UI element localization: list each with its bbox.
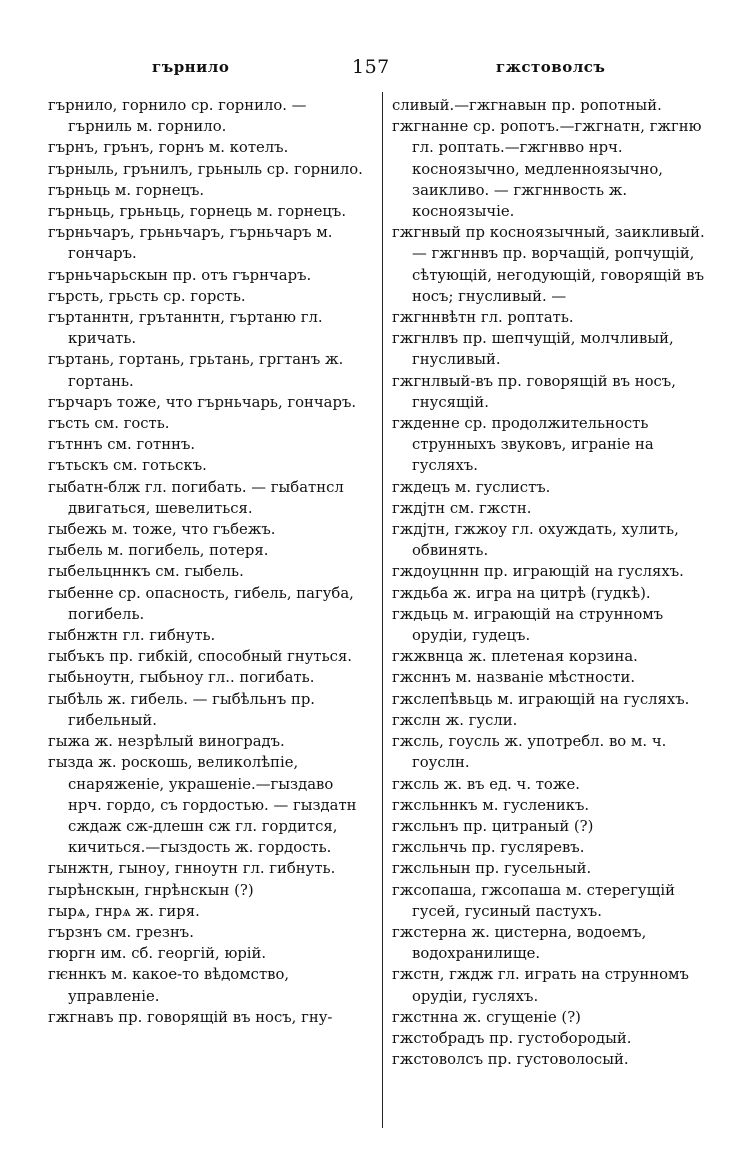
dictionary-entry: гюргн им. сб. георгій, юрій. — [48, 945, 267, 963]
dictionary-entry: гжгннвѣтн гл. роптать. — [392, 309, 574, 327]
dictionary-entry: гызда ж. роскошь, великолѣпіе, снаряженіе, украшеніе.—гыздаво нрч. гордо, съ гордостью. — гыздатн сждаж сж-длешн сж гл. гордится, кичиться.—гыздость ж. гордость. — [48, 754, 357, 857]
dictionary-entry: гждьць м. играющій на струнномъ орудіи, гудецъ. — [392, 605, 664, 645]
dictionary-entry: гждјтн, гжжоу гл. охуждать, хулить, обвинять. — [392, 521, 679, 560]
dictionary-entry: гырѧ, гнрѧ ж. гиря. — [48, 902, 200, 920]
dictionary-entry: гжсль ж. въ ед. ч. тоже. — [392, 775, 580, 793]
dictionary-entry: гждоуцннн пр. играющій на гусляхъ. — [392, 563, 684, 581]
dictionary-entry: гжсльннкъ м. гусленикъ. — [392, 796, 590, 814]
running-head-right: гжстоволсъ — [496, 58, 606, 76]
dictionary-entry: гърньць м. горнецъ. — [48, 181, 205, 199]
dictionary-entry: гърнило, горнило ср. горнило. — гърниль м. горнило. — [48, 97, 307, 136]
dictionary-entry: гыбъкъ пр. гибкій, способный гнуться. — [48, 648, 352, 666]
dictionary-entry: гжстоволсъ пр. густоволосый. — [392, 1051, 629, 1069]
dictionary-entry: гѥннкъ м. какое-то вѣдомство, управленіе. — [48, 966, 290, 1005]
dictionary-entry: гыбьноутн, гыбьноу гл.. погибать. — [48, 669, 315, 687]
dictionary-entry: гързнъ см. грезнъ. — [48, 923, 194, 941]
column-divider — [382, 92, 383, 1128]
dictionary-entry: гъртаннтн, грътаннтн, гъртаню гл. кричать. — [48, 309, 323, 348]
running-head-left: гърнило — [152, 58, 230, 76]
dictionary-entry: гжстн, гждж гл. играть на струнномъ орудіи, гусляхъ. — [392, 966, 689, 1005]
dictionary-entry: гжсльнъ пр. цитраный (?) — [392, 817, 594, 835]
dictionary-entry: сливый.—гжгнавын пр. ропотный. — [392, 97, 662, 114]
dictionary-entry: гыжа ж. незрѣлый виноградъ. — [48, 733, 285, 751]
dictionary-entry: гыбежь м. тоже, что гъбежъ. — [48, 521, 276, 539]
dictionary-entry: гъсть см. гость. — [48, 415, 170, 433]
dictionary-entry: гжгнанне ср. ропотъ.—гжгнатн, гжгню гл. роптать.—гжгнвво нрч. косноязычно, медленноязычно, заикливо. — гжгннвость ж. косноязычіе. — [392, 118, 702, 221]
page-number: 157 — [352, 56, 390, 78]
dictionary-entry: гжгнавъ пр. говорящій въ носъ, гну- — [48, 1008, 333, 1026]
dictionary-entry: гыбенне ср. опасность, гибель, пагуба, погибель. — [48, 584, 354, 623]
dictionary-entry: гыбѣль ж. гибель. — гыбѣльнъ пр. гибельный. — [48, 690, 316, 729]
dictionary-entry: гырѣнскын, гнрѣнскын (?) — [48, 881, 254, 899]
dictionary-entry: гжсннъ м. названіе мѣстности. — [392, 669, 636, 687]
dictionary-entry: гърньчарьскын пр. отъ гърнчаръ. — [48, 266, 312, 284]
dictionary-entry: гжгнлвый-въ пр. говорящій въ носъ, гнусящій. — [392, 372, 676, 411]
dictionary-entry: гжгнвый пр косноязычный, заикливый. — гжгннвъ пр. ворчащій, ропчущій, сѣтующій, негодующій, говорящій въ носъ; гнусливый. — — [392, 224, 705, 305]
dictionary-entry: гътннъ см. готннъ. — [48, 436, 196, 454]
dictionary-entry: гжсопаша, гжсопаша м. стерегущій гусей, гусиный пастухъ. — [392, 881, 675, 920]
dictionary-entry: гжстерна ж. цистерна, водоемъ, водохранилище. — [392, 923, 647, 963]
dictionary-entry: гждецъ м. гуслистъ. — [392, 478, 551, 496]
dictionary-entry: гжсль, гоусль ж. употребл. во м. ч. гоуслн. — [392, 733, 667, 772]
dictionary-entry: гждьба ж. игра на цитрѣ (гудкѣ). — [392, 584, 651, 602]
dictionary-entry: гърньць, грьньць, горнець м. горнецъ. — [48, 203, 347, 221]
dictionary-entry: гжденне ср. продолжительность струнныхъ звуковъ, играніе на гусляхъ. — [392, 415, 654, 475]
dictionary-entry: гжстнна ж. сгущеніе (?) — [392, 1008, 581, 1026]
dictionary-entry: гжстобрадъ пр. густобородый. — [392, 1029, 632, 1047]
dictionary-entry: гърсть, грьсть ср. горсть. — [48, 287, 246, 305]
dictionary-entry: гърнъ, грънъ, горнъ м. котелъ. — [48, 139, 289, 157]
dictionary-entry: гжслепѣвьць м. играющій на гусляхъ. — [392, 690, 690, 708]
dictionary-entry: гжслн ж. гусли. — [392, 711, 518, 729]
dictionary-entry: гыбнжтн гл. гибнуть. — [48, 627, 216, 645]
dictionary-entry: гърчаръ тоже, что гърньчарь, гончаръ. — [48, 393, 357, 411]
dictionary-entry: гътьскъ см. готьскъ. — [48, 457, 207, 475]
dictionary-entry: гърныль, грънилъ, грьныль ср. горнило. — [48, 160, 363, 178]
dictionary-entry: гжсльнын пр. гусельный. — [392, 860, 592, 878]
dictionary-entry: гжгнлвъ пр. шепчущій, молчливый, гнусливый. — [392, 330, 674, 369]
dictionary-entry: гъртань, гортань, грьтань, гргтанъ ж. гортань. — [48, 351, 344, 390]
dictionary-entry: гжсльнчь пр. гусляревъ. — [392, 839, 585, 857]
dictionary-entry: гыбатн-блж гл. погибать. — гыбатнсл двигаться, шевелиться. — [48, 478, 344, 517]
dictionary-entry: гыбельцннкъ см. гыбель. — [48, 563, 244, 581]
dictionary-entry: гжжвнца ж. плетеная корзина. — [392, 648, 638, 666]
dictionary-entry: гыбель м. погибель, потеря. — [48, 542, 269, 560]
left-column — [48, 95, 370, 1028]
dictionary-entry: гърньчаръ, грьньчаръ, гърньчаръ м. гончаръ. — [48, 224, 333, 263]
dictionary-entry: гынжтн, гыноу, гнноутн гл. гибнуть. — [48, 860, 336, 878]
dictionary-entry: гждјтн см. гжстн. — [392, 499, 532, 517]
right-column — [392, 95, 714, 1070]
